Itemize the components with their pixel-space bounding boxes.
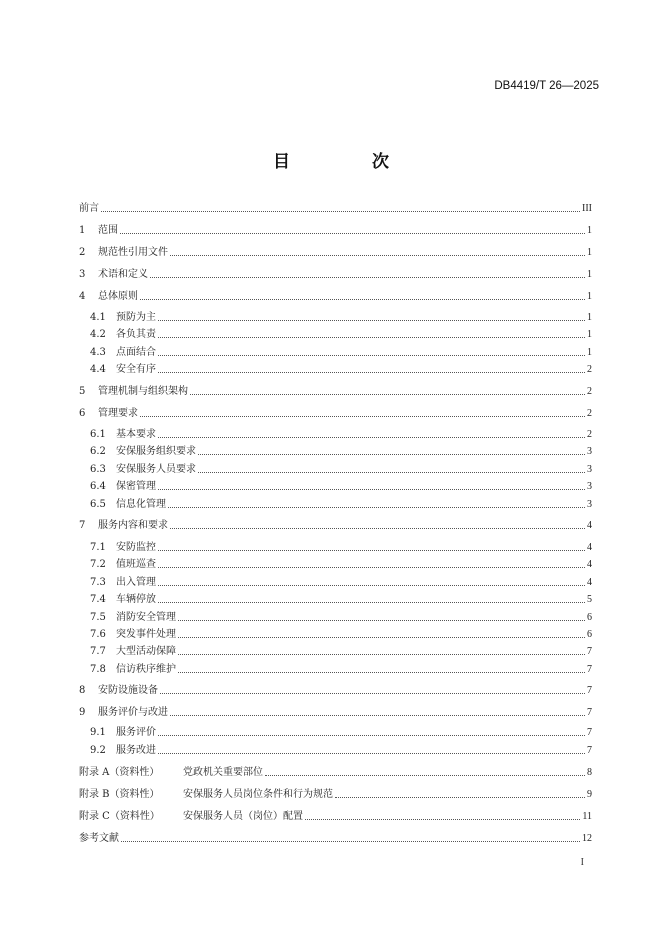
toc-number: 2 [79,247,86,258]
toc-leader [190,394,585,395]
toc-page: 3 [587,446,592,457]
toc-label: 大型活动保障 [116,646,176,657]
toc-page: 3 [587,499,592,510]
toc-page: 9 [587,789,592,800]
toc-label: 参考文献 [79,833,119,844]
toc-label: 安保服务人员岗位条件和行为规范 [183,789,333,800]
toc-leader [170,528,585,529]
toc-number: 7.7 [90,646,106,657]
toc-leader [198,472,585,473]
toc-leader [178,620,585,621]
toc-leader [121,841,580,842]
toc-page: 1 [587,225,592,236]
toc-number: 9 [79,707,86,718]
toc-label: 点面结合 [116,347,156,358]
toc-page: 2 [587,408,592,419]
toc-page: 5 [587,594,592,605]
toc-entry-4-3[interactable] [90,343,592,359]
page-number: I [580,857,584,868]
toc-page: 12 [582,833,592,844]
toc-page: 2 [587,386,592,397]
toc-leader [140,299,585,300]
toc-page: 4 [587,520,592,531]
toc-leader [158,337,585,338]
document-code: DB4419/T 26—2025 [494,80,599,92]
toc-number: 6.1 [90,429,106,440]
toc-leader [158,567,585,568]
toc-number: 4.4 [90,364,106,375]
toc-label: 消防安全管理 [116,612,176,623]
toc-page: 4 [587,542,592,553]
toc-entry-6-5[interactable] [90,495,592,511]
toc-number: 4.3 [90,347,106,358]
toc-number: 6 [79,408,86,419]
toc-page: 7 [587,646,592,657]
toc-leader [158,585,585,586]
toc-page: 2 [587,364,592,375]
toc-leader [335,797,585,798]
toc-entry-3[interactable] [79,265,592,281]
toc-leader [158,489,585,490]
page-title: 目 次 [273,152,427,172]
toc-page: 4 [587,577,592,588]
toc-label: 安保服务组织要求 [116,446,196,457]
toc-number: 6.3 [90,464,106,475]
toc-label: 基本要求 [116,429,156,440]
toc-label: 信息化管理 [116,499,166,510]
toc-page: 7 [587,685,592,696]
toc-entry-7-8[interactable] [90,660,592,676]
toc-entry-7-6[interactable] [90,625,592,641]
toc-entry-7[interactable] [79,516,592,532]
toc-leader [305,819,580,820]
toc-entry-7-5[interactable] [90,608,592,624]
toc-entry-5[interactable] [79,382,592,398]
toc-leader [158,355,585,356]
toc-label: 前言 [79,203,99,214]
toc-label: 突发事件处理 [116,629,176,640]
toc-leader [170,255,585,256]
toc-leader [158,753,585,754]
toc-page: 1 [587,291,592,302]
toc-label: 服务改进 [116,745,156,756]
toc-entry-8[interactable] [79,681,592,697]
toc-leader [158,602,585,603]
toc-number: 7.5 [90,612,106,623]
toc-appendix-prefix: 附录 C（资料性） [79,811,160,822]
toc-entry-foreword[interactable] [79,199,592,215]
toc-entry-4-1[interactable] [90,308,592,324]
toc-number: 1 [79,225,86,236]
toc-leader [198,454,585,455]
toc-label: 服务评价与改进 [98,707,168,718]
toc-entry-9-2[interactable] [90,741,592,757]
toc-number: 6.2 [90,446,106,457]
toc-entry-7-7[interactable] [90,642,592,658]
toc-number: 7.1 [90,542,106,553]
toc-page: 1 [587,312,592,323]
toc-number: 3 [79,269,86,280]
toc-leader [158,372,585,373]
toc-label: 安保服务人员（岗位）配置 [183,811,303,822]
toc-leader [140,416,585,417]
toc-page: 7 [587,664,592,675]
toc-number: 7.3 [90,577,106,588]
toc-entry-appendix-c[interactable] [79,807,592,823]
toc-entry-9[interactable] [79,703,592,719]
toc-number: 4.2 [90,329,106,340]
toc-number: 7.8 [90,664,106,675]
toc-label: 值班巡查 [116,559,156,570]
toc-entry-2[interactable] [79,243,592,259]
toc-number: 4.1 [90,312,106,323]
toc-label: 安防设施设备 [98,685,158,696]
toc-appendix-prefix: 附录 B（资料性） [79,789,160,800]
toc-leader [168,507,585,508]
toc-entry-appendix-b[interactable] [79,785,592,801]
toc-page: 2 [587,429,592,440]
toc-entry-7-4[interactable] [90,590,592,606]
toc-label: 安全有序 [116,364,156,375]
toc-page: 7 [587,727,592,738]
toc-entry-4[interactable] [79,287,592,303]
toc-label: 安防监控 [116,542,156,553]
toc-number: 4 [79,291,86,302]
toc-page: 1 [587,247,592,258]
toc-page: 6 [587,612,592,623]
toc-entry-4-2[interactable] [90,325,592,341]
toc-page: 1 [587,329,592,340]
toc-page: 4 [587,559,592,570]
toc-page: 7 [587,707,592,718]
toc-number: 7 [79,520,86,531]
toc-page: 7 [587,745,592,756]
toc-label: 服务内容和要求 [98,520,168,531]
toc-leader [120,233,585,234]
toc-leader [160,693,585,694]
toc-number: 8 [79,685,86,696]
toc-number: 7.6 [90,629,106,640]
toc-number: 6.4 [90,481,106,492]
toc-appendix-prefix: 附录 A（资料性） [79,767,160,778]
toc-label: 管理要求 [98,408,138,419]
toc-leader [158,437,585,438]
toc-page: 1 [587,347,592,358]
toc-page: 3 [587,481,592,492]
toc-entry-9-1[interactable] [90,723,592,739]
toc-number: 9.2 [90,745,106,756]
toc-page: 11 [582,811,592,822]
toc-label: 出入管理 [116,577,156,588]
toc-entry-6-1[interactable] [90,425,592,441]
toc-number: 9.1 [90,727,106,738]
toc-label: 管理机制与组织架构 [98,386,188,397]
toc-entry-6-3[interactable] [90,460,592,476]
toc-label: 党政机关重要部位 [183,767,263,778]
toc-number: 7.4 [90,594,106,605]
toc-label: 预防为主 [116,312,156,323]
toc-page: 1 [587,269,592,280]
toc-entry-7-3[interactable] [90,573,592,589]
toc-leader [265,775,585,776]
toc-number: 5 [79,386,86,397]
toc-entry-6-4[interactable] [90,477,592,493]
toc-entry-6-2[interactable] [90,442,592,458]
toc-leader [150,277,585,278]
toc-leader [101,211,580,212]
toc-entry-7-2[interactable] [90,555,592,571]
toc-entry-7-1[interactable] [90,538,592,554]
toc-label: 范围 [98,225,118,236]
toc-label: 规范性引用文件 [98,247,168,258]
toc-leader [178,654,585,655]
toc-label: 服务评价 [116,727,156,738]
toc-page: 6 [587,629,592,640]
toc-leader [178,672,585,673]
toc-leader [158,735,585,736]
toc-label: 保密管理 [116,481,156,492]
toc-entry-6[interactable] [79,404,592,420]
toc-number: 6.5 [90,499,106,510]
toc-entry-references[interactable] [79,829,592,845]
toc-entry-1[interactable] [79,221,592,237]
toc-number: 7.2 [90,559,106,570]
toc-label: 车辆停放 [116,594,156,605]
toc-label: 安保服务人员要求 [116,464,196,475]
toc-label: 各负其责 [116,329,156,340]
toc-label: 信访秩序维护 [116,664,176,675]
toc-leader [158,320,585,321]
toc-entry-appendix-a[interactable] [79,763,592,779]
toc-page: 8 [587,767,592,778]
toc-page: III [582,203,592,214]
toc-entry-4-4[interactable] [90,360,592,376]
toc-page: 3 [587,464,592,475]
toc-leader [178,637,585,638]
toc-label: 术语和定义 [98,269,148,280]
toc-leader [170,715,585,716]
toc-leader [158,550,585,551]
toc-label: 总体原则 [98,291,138,302]
